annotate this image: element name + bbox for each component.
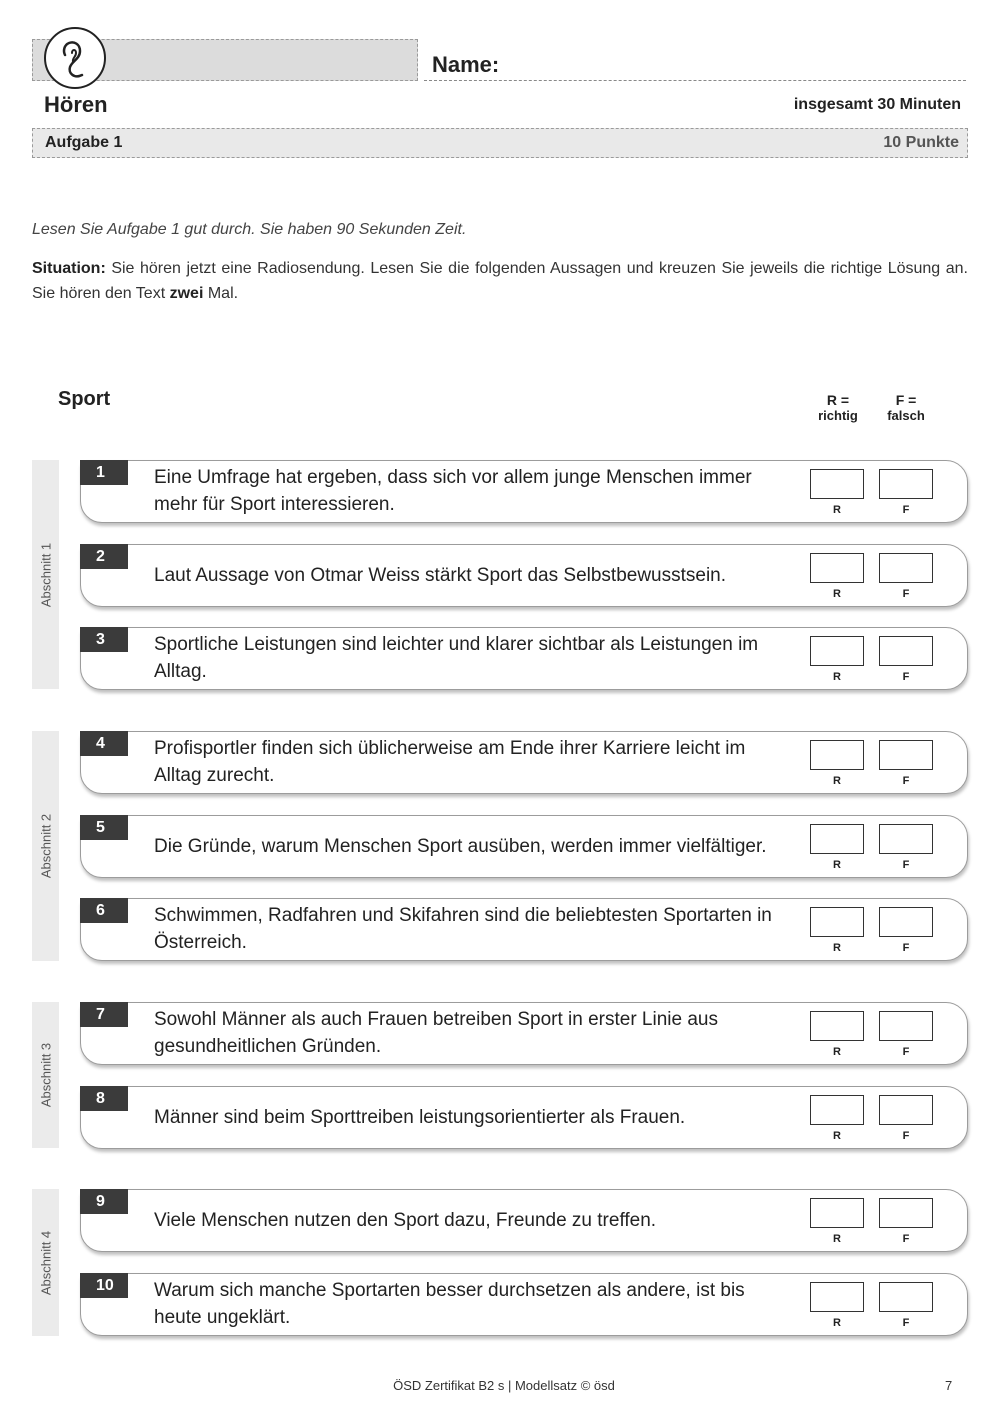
- box-label-r: R: [833, 1130, 841, 1142]
- answer-box-f[interactable]: [879, 1282, 933, 1312]
- question-text: Sportliche Leistungen sind leichter und klarer sichtbar als Leistungen im Alltag.: [154, 634, 759, 682]
- question-text: Profisportler finden sich üblicherweise am Ende ihrer Karriere leicht im Alltag zurecht.: [154, 738, 746, 786]
- question-text: Warum sich manche Sportarten besser durchsetzen als andere, ist bis heute ungeklärt.: [154, 1280, 745, 1328]
- section-bar-1: [32, 460, 59, 689]
- question-number: 5: [80, 815, 128, 840]
- question-number: 2: [80, 544, 128, 569]
- task-bar: [32, 128, 968, 158]
- section-label: Abschnitt 1: [38, 542, 53, 607]
- question-text: Schwimmen, Radfahren und Skifahren sind die beliebtesten Sportarten in Österreich.: [154, 905, 772, 953]
- question-item: [80, 460, 968, 523]
- situation-part-2: Mal.: [207, 285, 239, 302]
- box-label-f: F: [902, 942, 910, 954]
- answer-box-f[interactable]: [879, 907, 933, 937]
- situation-text: [32, 256, 968, 306]
- question-item: [80, 1086, 968, 1149]
- section-label: Abschnitt 4: [38, 1230, 53, 1295]
- question-item: [80, 544, 968, 607]
- answer-box-r[interactable]: [810, 1282, 864, 1312]
- answer-box-f[interactable]: [879, 824, 933, 854]
- total-time: insgesamt 30 Minuten: [793, 96, 961, 113]
- question-number: 7: [80, 1002, 128, 1027]
- name-field[interactable]: [424, 80, 966, 81]
- column-header-f: [876, 392, 936, 424]
- section-bar-2: [32, 731, 59, 961]
- column-r-head: R =: [826, 392, 850, 408]
- column-header-r: [808, 392, 868, 424]
- topic-title: Sport: [58, 388, 111, 410]
- section-bar-4: [32, 1189, 59, 1336]
- answer-box-r[interactable]: [810, 740, 864, 770]
- ear-icon: [44, 27, 106, 89]
- answer-box-r[interactable]: [810, 553, 864, 583]
- answer-box-r[interactable]: [810, 469, 864, 499]
- task-label: Aufgabe 1: [45, 134, 123, 151]
- column-f-head: F =: [895, 392, 917, 408]
- question-item: [80, 1189, 968, 1252]
- question-number: 6: [80, 898, 128, 923]
- box-label-r: R: [833, 504, 841, 516]
- answer-box-f[interactable]: [879, 636, 933, 666]
- question-item: [80, 1273, 968, 1336]
- question-text: Eine Umfrage hat ergeben, dass sich vor allem junge Menschen immer mehr für Sport interessieren.: [154, 467, 752, 515]
- reading-instruction: Lesen Sie Aufgabe 1 gut durch. Sie haben 90 Sekunden Zeit.: [32, 221, 467, 238]
- answer-box-r[interactable]: [810, 1011, 864, 1041]
- answer-box-f[interactable]: [879, 553, 933, 583]
- name-label: Name:: [432, 52, 500, 77]
- section-label: Abschnitt 3: [38, 1042, 53, 1108]
- answer-box-f[interactable]: [879, 740, 933, 770]
- question-text: Die Gründe, warum Menschen Sport ausüben, werden immer vielfältiger.: [154, 835, 767, 857]
- question-number: 4: [80, 731, 128, 756]
- box-label-f: F: [902, 1130, 910, 1142]
- box-label-r: R: [833, 1233, 841, 1245]
- question-number: 10: [80, 1273, 128, 1298]
- question-item: [80, 898, 968, 961]
- question-item: [80, 1002, 968, 1065]
- question-number: 3: [80, 627, 128, 652]
- box-label-f: F: [902, 671, 910, 683]
- box-label-r: R: [833, 588, 841, 600]
- question-number: 9: [80, 1189, 128, 1214]
- answer-box-f[interactable]: [879, 1011, 933, 1041]
- box-label-f: F: [902, 504, 910, 516]
- situation-bold: zwei: [169, 285, 204, 302]
- question-text: Männer sind beim Sporttreiben leistungsorientierter als Frauen.: [154, 1106, 686, 1128]
- box-label-f: F: [902, 775, 910, 787]
- section-title: Hören: [44, 92, 108, 117]
- answer-box-r[interactable]: [810, 1198, 864, 1228]
- answer-box-r[interactable]: [810, 907, 864, 937]
- column-f-sub: falsch: [887, 408, 925, 423]
- box-label-f: F: [902, 859, 910, 871]
- box-label-r: R: [833, 775, 841, 787]
- answer-box-r[interactable]: [810, 1095, 864, 1125]
- question-text: Laut Aussage von Otmar Weiss stärkt Sport das Selbstbewusstsein.: [154, 564, 727, 586]
- box-label-r: R: [833, 859, 841, 871]
- question-item: [80, 627, 968, 690]
- column-r-sub: richtig: [818, 408, 858, 423]
- box-label-r: R: [833, 1046, 841, 1058]
- question-number: 8: [80, 1086, 128, 1111]
- footer-text: ÖSD Zertifikat B2 s | Modellsatz © ösd: [393, 1378, 615, 1393]
- box-label-f: F: [902, 1046, 910, 1058]
- box-label-f: F: [902, 1233, 910, 1245]
- answer-box-f[interactable]: [879, 1095, 933, 1125]
- answer-box-f[interactable]: [879, 1198, 933, 1228]
- situation-part-1: Sie hören jetzt eine Radiosendung. Lesen Sie die folgenden Aussagen und kreuzen Sie jeweils die richtige Lösung an. Sie hören den Text: [32, 260, 968, 302]
- box-label-f: F: [902, 1317, 910, 1329]
- situation-label: Situation:: [32, 260, 106, 277]
- answer-box-f[interactable]: [879, 469, 933, 499]
- box-label-r: R: [833, 942, 841, 954]
- box-label-r: R: [833, 1317, 841, 1329]
- box-label-r: R: [833, 671, 841, 683]
- section-label: Abschnitt 2: [38, 813, 53, 879]
- question-number: 1: [80, 460, 128, 485]
- question-text: Viele Menschen nutzen den Sport dazu, Freunde zu treffen.: [154, 1209, 657, 1231]
- task-points: 10 Punkte: [883, 134, 959, 151]
- question-item: [80, 815, 968, 878]
- answer-box-r[interactable]: [810, 636, 864, 666]
- box-label-f: F: [902, 588, 910, 600]
- answer-box-r[interactable]: [810, 824, 864, 854]
- question-text: Sowohl Männer als auch Frauen betreiben Sport in erster Linie aus gesundheitlichen Gründen.: [154, 1009, 718, 1057]
- section-bar-3: [32, 1002, 59, 1148]
- page-number: 7: [945, 1378, 953, 1393]
- question-item: [80, 731, 968, 794]
